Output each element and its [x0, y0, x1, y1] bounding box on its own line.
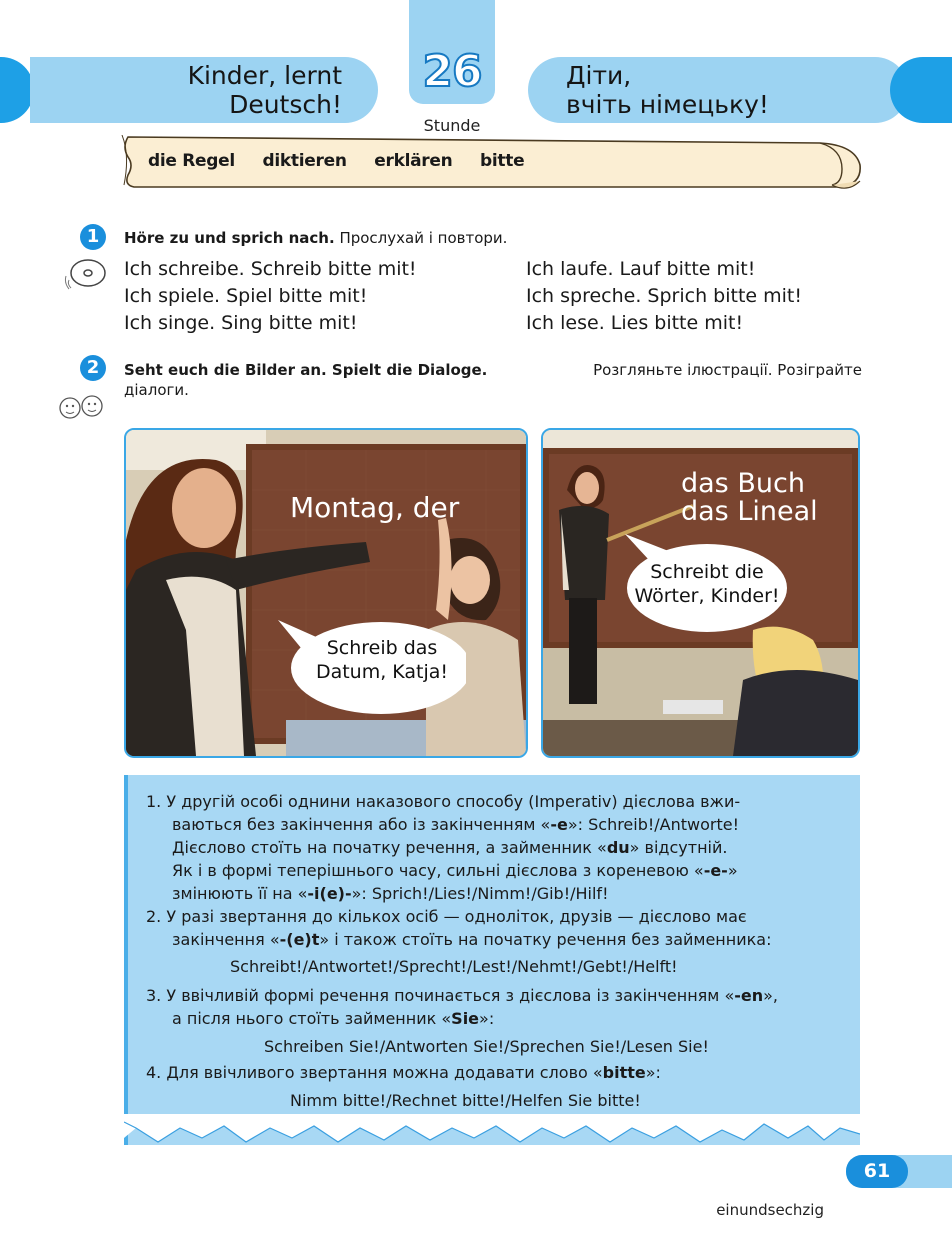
grammar-rule-4	[146, 1061, 661, 1112]
rule-text: »:	[645, 1063, 661, 1082]
speech-bubble-2	[621, 560, 793, 620]
classroom-photo-2	[541, 428, 860, 758]
grammar-rule-3	[146, 984, 778, 1058]
page-number-tab	[846, 1155, 952, 1188]
rule-text: а після нього стоїть займенник «	[172, 1009, 452, 1028]
rule-example: Schreibt!/Antwortet!/Sprecht!/Lest!/Nehmt!/Gebt!/Helft!	[230, 957, 678, 976]
grammar-rule-2	[146, 905, 771, 978]
lesson-label: Stunde	[423, 116, 481, 135]
listen-line: Ich laufe. Lauf bitte mit!	[526, 258, 756, 280]
instruction-uk-cont: діалоги.	[124, 381, 189, 399]
speech-bubble-1	[294, 636, 470, 698]
cd-audio-icon	[64, 254, 108, 292]
rule-text: ваються без закінчення або із закінченням «	[172, 815, 551, 834]
header-title-de	[30, 57, 378, 123]
rule-text: У разі звертання до кількох осіб — одноліток, друзів — дієслово має	[166, 907, 747, 926]
rule-text: змінюють її на «	[172, 884, 308, 903]
rule-text: закінчення «	[172, 930, 280, 949]
classroom-photo-1	[124, 428, 528, 758]
rule-emphasis: -e-	[703, 861, 728, 880]
lesson-number-tab	[409, 0, 495, 104]
bubble-text: Wörter, Kinder!	[634, 585, 780, 607]
page-number-word: einundsechzig	[716, 1201, 824, 1219]
bubble-text: Schreib das	[326, 637, 438, 659]
rule-emphasis: du	[606, 838, 630, 857]
instruction-uk: Прослухай і повтори.	[339, 229, 508, 247]
listen-line: Ich singe. Sing bitte mit!	[124, 312, 358, 334]
rule-text: »	[727, 861, 738, 880]
title-de-line2: Deutsch!	[229, 90, 342, 119]
instruction-uk: Розгляньте ілюстрації. Розіграйте	[593, 361, 862, 379]
rule-number: 1.	[146, 792, 162, 811]
board-line: das Buch	[681, 468, 805, 499]
dialogue-faces-icon	[56, 392, 108, 422]
header-left-accent	[0, 57, 34, 123]
rule-text: Як і в формі теперішнього часу, сильні дієслова з кореневою «	[172, 861, 704, 880]
rule-text: »:	[479, 1009, 495, 1028]
listen-line: Ich lese. Lies bitte mit!	[526, 312, 744, 334]
title-uk-line2: вчіть німецьку!	[566, 90, 769, 119]
title-de-line1: Kinder, lernt	[187, 61, 342, 90]
rule-emphasis: -en	[734, 986, 764, 1005]
rule-text: »: Sprich!/Lies!/Nimm!/Gib!/Hilf!	[351, 884, 609, 903]
exercise-1-number: 1	[80, 224, 106, 250]
exercise-1-instruction	[124, 229, 507, 247]
header-right-accent	[890, 57, 952, 123]
board-line: das Lineal	[681, 496, 818, 527]
rule-text: » і також стоїть на початку речення без займенника:	[319, 930, 772, 949]
rule-number: 2.	[146, 907, 162, 926]
vocab-word: erklären	[374, 151, 453, 171]
listen-line: Ich spiele. Spiel bitte mit!	[124, 285, 368, 307]
rule-text: Для ввічливого звертання можна додавати слово «	[166, 1063, 603, 1082]
rule-example: Schreiben Sie!/Antworten Sie!/Sprechen Sie!/Lesen Sie!	[264, 1037, 709, 1056]
rule-number: 4.	[146, 1063, 162, 1082]
header-title-uk	[528, 57, 908, 123]
rule-text: У другій особі однини наказового способу (Imperativ) дієслова вжи-	[166, 792, 741, 811]
instruction-de: Höre zu und sprich nach.	[124, 229, 335, 247]
listen-line: Ich spreche. Sprich bitte mit!	[526, 285, 802, 307]
vocab-word: die Regel	[148, 151, 235, 171]
vocab-word: bitte	[480, 151, 525, 171]
rule-emphasis: -(e)t	[279, 930, 320, 949]
instruction-de: Seht euch die Bilder an. Spielt die Dialoge.	[124, 361, 488, 379]
page-number: 61	[846, 1155, 908, 1188]
grammar-box-torn-edge	[124, 1114, 860, 1148]
rule-emphasis: Sie	[451, 1009, 480, 1028]
rule-text: Дієслово стоїть на початку речення, а займенник «	[172, 838, 607, 857]
rule-text: » відсутній.	[629, 838, 728, 857]
rule-number: 3.	[146, 986, 162, 1005]
bubble-text: Datum, Katja!	[315, 661, 449, 683]
vocab-word: diktieren	[262, 151, 347, 171]
bubble-text: Schreibt die	[650, 561, 764, 583]
rule-text: У ввічливій формі речення починається з дієслова із закінченням «	[166, 986, 735, 1005]
rule-emphasis: bitte	[602, 1063, 646, 1082]
grammar-rule-1	[146, 790, 740, 905]
rule-emphasis: -i(e)-	[307, 884, 352, 903]
exercise-2-number: 2	[80, 355, 106, 381]
exercise-2-instruction	[124, 361, 862, 399]
board-text: Montag, der	[290, 491, 460, 524]
rule-text: »: Schreib!/Antworte!	[567, 815, 740, 834]
rule-emphasis: -e	[550, 815, 568, 834]
listen-line: Ich schreibe. Schreib bitte mit!	[124, 258, 417, 280]
board-text	[681, 470, 818, 526]
rule-text: »,	[763, 986, 778, 1005]
lesson-number: 26	[422, 46, 482, 97]
rule-example: Nimm bitte!/Rechnet bitte!/Helfen Sie bitte!	[290, 1091, 641, 1110]
title-uk-line1: Діти,	[566, 61, 632, 90]
vocabulary-list	[148, 151, 546, 171]
